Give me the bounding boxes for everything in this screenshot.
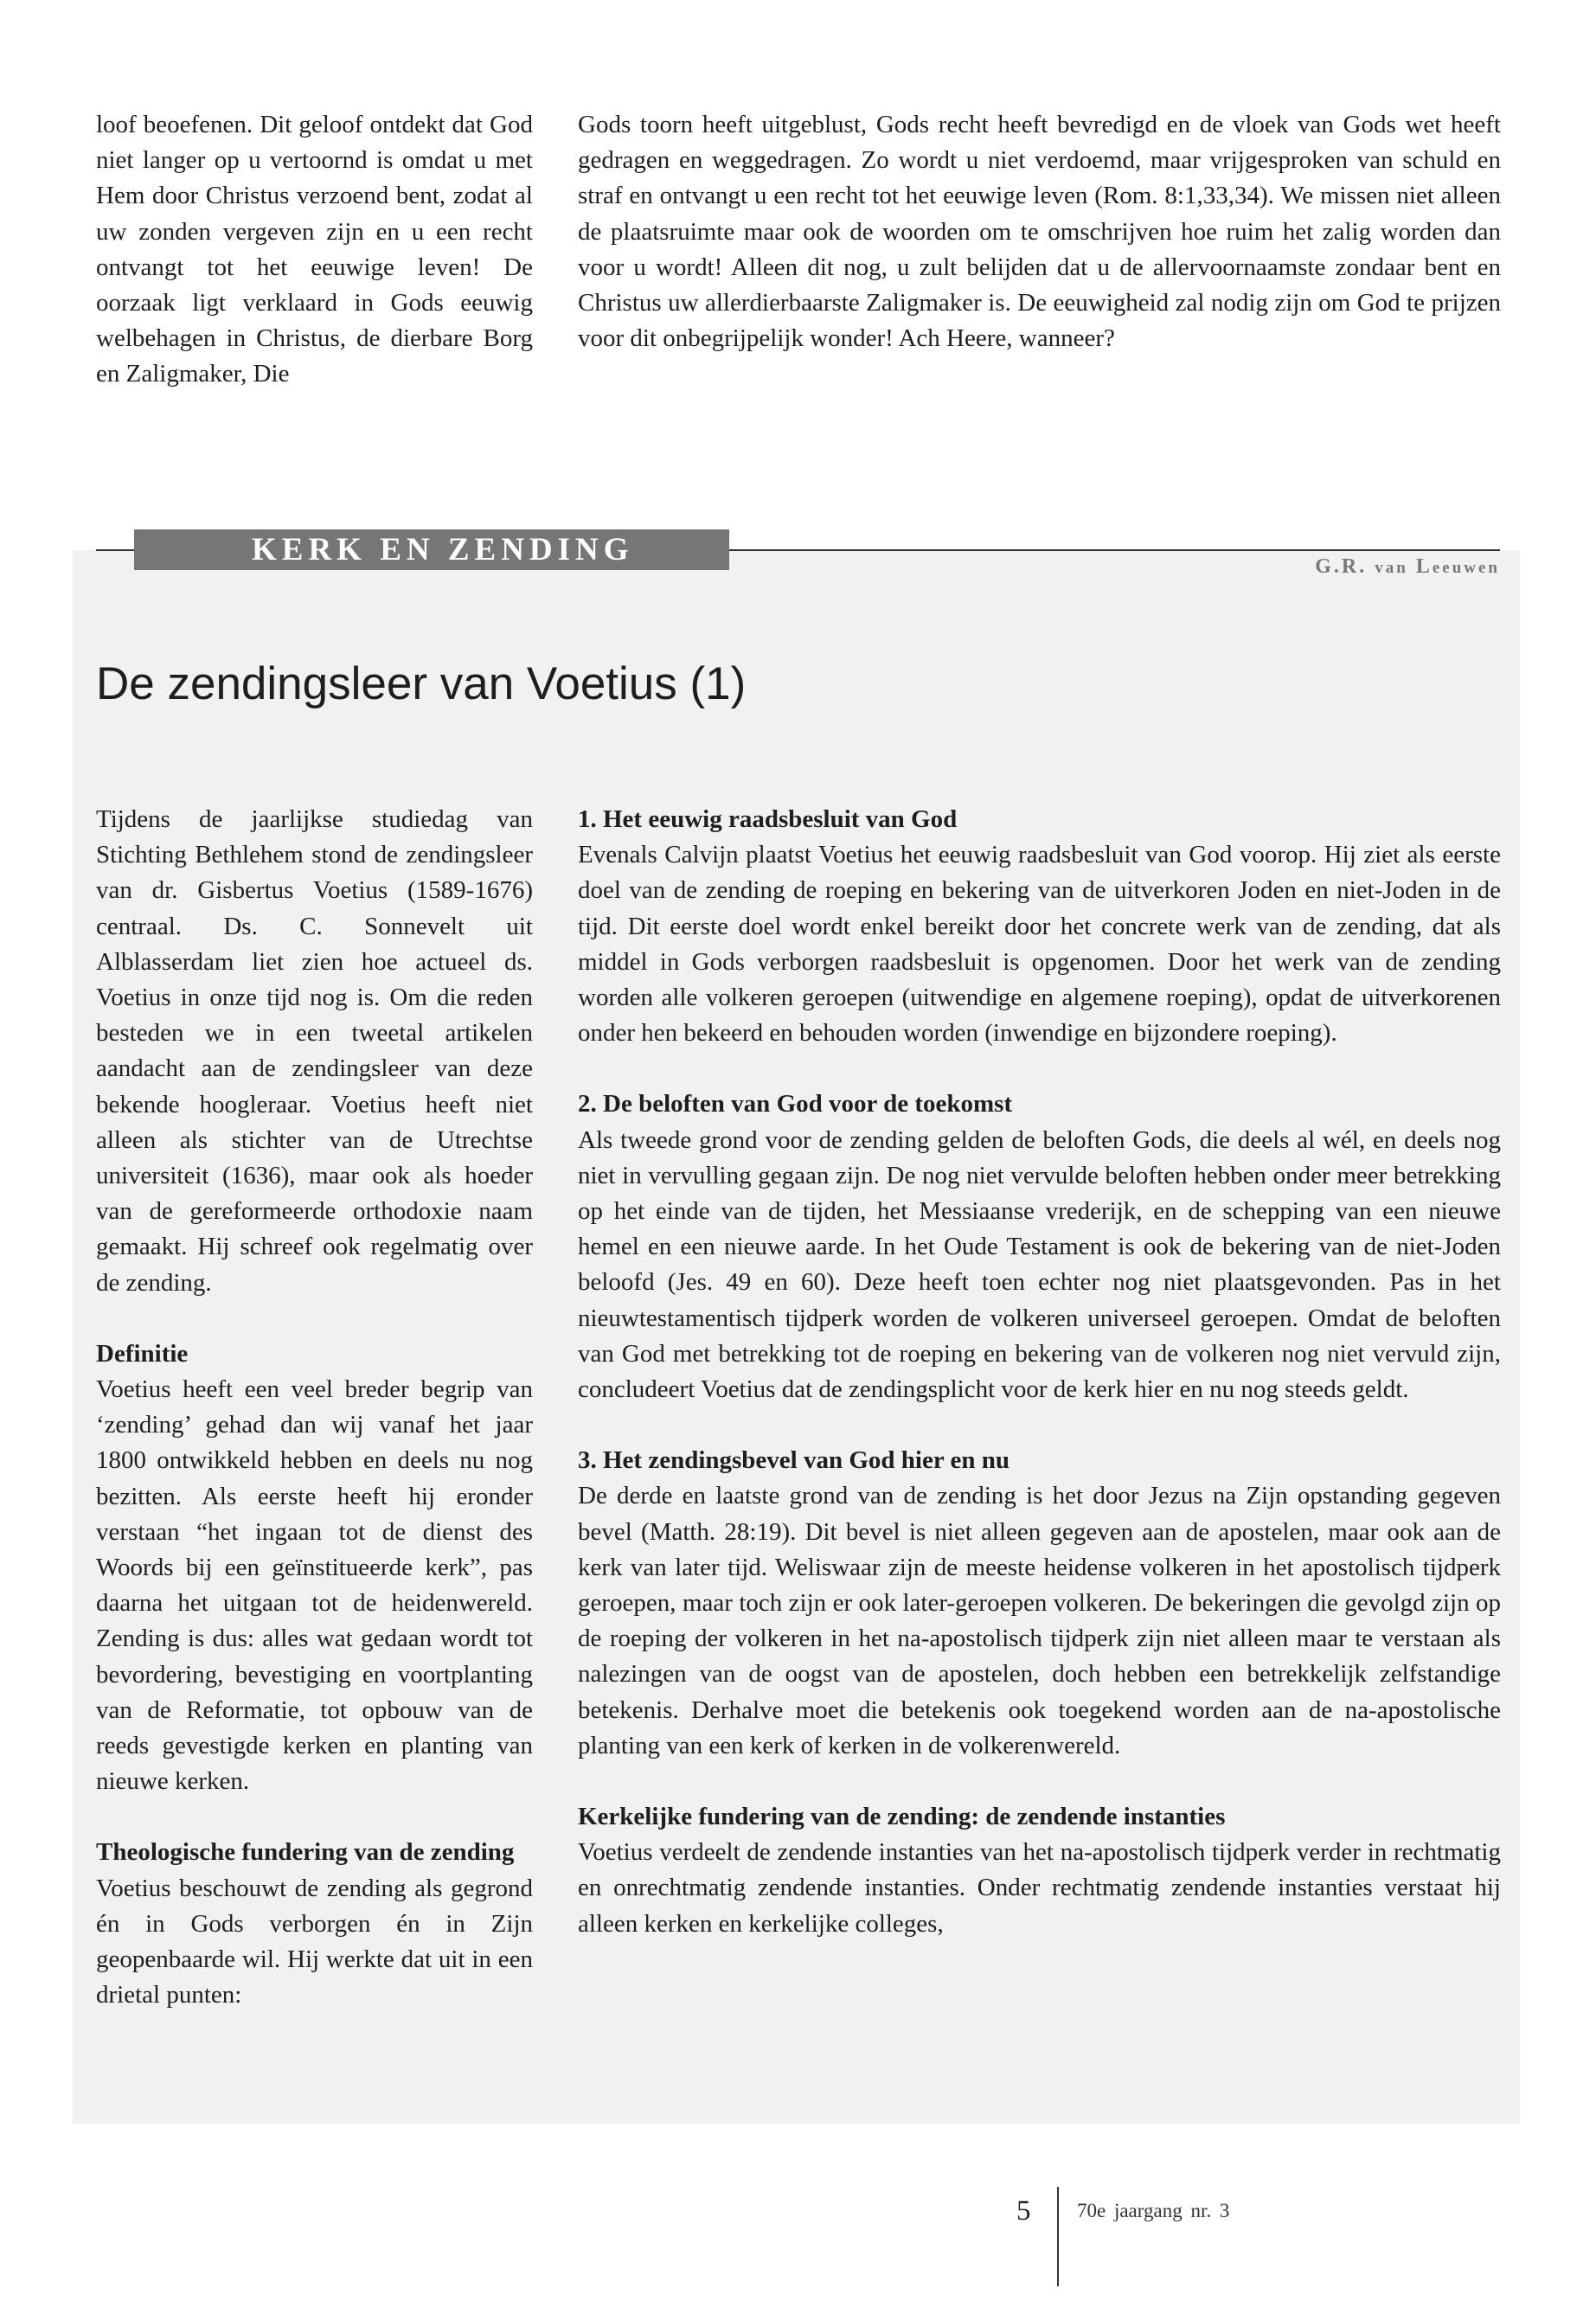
- article-right-column: [578, 802, 1501, 1942]
- heading-definitie: Definitie: [96, 1339, 189, 1368]
- author-initials: G.R.: [1315, 555, 1368, 578]
- author-van: van: [1375, 559, 1408, 577]
- heading-beloften: 2. De beloften van God voor de toekomst: [578, 1090, 1013, 1118]
- kerkelijke-fundering-paragraph: Voetius verdeelt de zendende instanties van het na-apostolisch tijdperk verder in rechtmatig en onrechtmatig zendende instanties. Onder rechtmatig zendende instanties verstaat hij alleen kerken en kerkelijke colleges,: [578, 1838, 1501, 1938]
- author-surname-initial: L: [1415, 555, 1433, 578]
- section-label: KERK EN ZENDING: [134, 529, 729, 570]
- continued-text-right-column: [578, 107, 1501, 356]
- article-left-column: [96, 802, 533, 2014]
- raadsbesluit-paragraph: Evenals Calvijn plaatst Voetius het eeuwig raadsbesluit van God voorop. Hij ziet als eerste doel van de zending de roeping en bekering van de uitverkoren Joden en niet-Joden in de tijd. Dit eerste doel wordt enkel bereikt door het concrete werk van de zending, dat als middel in Gods verborgen raadsbesluit is opgenomen. Door het werk van de zending worden alle volkeren geroepen (uitwendige en algemene roeping), opdat de uitverkorenen onder hen bekeerd en behouden worden (inwendige en bijzondere roeping).: [578, 841, 1501, 1048]
- heading-theologische-fundering: Theologische fundering van de zending: [96, 1838, 515, 1867]
- issue-label: 70e jaargang nr. 3: [1077, 2200, 1230, 2221]
- heading-kerkelijke-fundering: Kerkelijke fundering van de zending: de zendende instanties: [578, 1803, 1226, 1831]
- beloften-paragraph: Als tweede grond voor de zending gelden de beloften Gods, die deels al wél, en deels nog niet in vervulling gegaan zijn. De nog niet vervulde beloften hebben onder meer betrekking op het einde van de tijden, het Messiaanse vrederijk, en de schepping van een nieuwe hemel en een nieuwe aarde. In het Oude Testament is ook de bekering van de niet-Joden beloofd (Jes. 49 en 60). Deze heeft toen echter nog niet plaatsgevonden. Pas in het nieuwtestamentisch tijdperk worden de volkeren universeel geroepen. Omdat de beloften van God met betrekking tot de roeping en bekering van de volkeren nog niet vervuld zijn, concludeert Voetius dat de zendingsplicht voor de kerk hier en nu nog steeds geldt.: [578, 1125, 1501, 1404]
- theologische-fundering-paragraph: Voetius beschouwt de zending als gegrond én in Gods verborgen én in Zijn geopenbaarde wil. Hij werkte dat uit in een drietal punten:: [96, 1874, 533, 2009]
- author-surname-rest: eeuwen: [1432, 559, 1500, 577]
- continued-paragraph-right: Gods toorn heeft uitgeblust, Gods recht heeft bevredigd en de vloek van Gods wet heeft gedragen en weggedragen. Zo wordt u niet verdoemd, maar vrijgesproken van schuld en straf en ontvangt u een recht tot het eeuwige leven (Rom. 8:1,33,34). We missen niet alleen de plaatsruimte maar ook de woorden om te omschrijven hoe ruim het zalig worden dan voor u wordt! Alleen dit nog, u zult belijden dat u de allervoornaamste zondaar bent en Christus uw allerdierbaarste Zaligmaker is. De eeuwigheid zal nodig zijn om God te prijzen voor dit onbegrijpelijk wonder! Ach Heere, wanneer?: [578, 111, 1501, 353]
- zendingsbevel-paragraph: De derde en laatste grond van de zending is het door Jezus na Zijn opstanding gegeven bevel (Matth. 28:19). Dit bevel is niet alleen gegeven aan de apostelen, maar ook aan de kerk van later tijd. Weliswaar zijn de meeste heidense volkeren in het apostolisch tijdperk geroepen, maar toch zijn er ook later-geroepen volkeren. De bekeringen die gevolgd zijn op de roeping der volkeren in het na-apostolisch tijdperk zijn niet alleen maar te verstaan als nalezingen van de oogst van de apostelen, doch hebben een betrekkelijk zelfstandige betekenis. Derhalve moet die betekenis ook toegekend worden aan de na-apostolische planting van een kerk of kerken in de volkerenwereld.: [578, 1482, 1501, 1759]
- heading-zendingsbevel: 3. Het zendingsbevel van God hier en nu: [578, 1446, 1010, 1475]
- article-title: De zendingsleer van Voetius (1): [96, 658, 747, 709]
- heading-raadsbesluit: 1. Het eeuwig raadsbesluit van God: [578, 805, 958, 833]
- continued-paragraph-left: loof beoefenen. Dit geloof ontdekt dat God niet langer op u vertoornd is omdat u met Hem door Christus verzoend bent, zodat al uw zonden vergeven zijn en u een recht ontvangt tot het eeuwige leven! De oorzaak ligt verklaard in Gods eeuwig welbehagen in Christus, de dierbare Borg en Zaligmaker, Die: [96, 111, 533, 388]
- continued-text-left-column: [96, 107, 533, 393]
- page-number: 5: [1016, 2195, 1031, 2227]
- article-author: [1315, 555, 1500, 579]
- intro-paragraph: Tijdens de jaarlijkse studiedag van Stichting Bethlehem stond de zendingsleer van dr. Gisbertus Voetius (1589-1676) centraal. Ds. C. Sonnevelt uit Alblasserdam liet zien hoe actueel ds. Voetius in onze tijd nog is. Om die reden besteden we in een tweetal artikelen aandacht aan de zendingsleer van deze bekende hoogleraar. Voetius heeft niet alleen als stichter van de Utrechtse universiteit (1636), maar ook als hoeder van de gereformeerde orthodoxie naam gemaakt. Hij schreef ook regelmatig over de zending.: [96, 805, 533, 1297]
- footer-divider: [1057, 2187, 1059, 2286]
- definitie-paragraph: Voetius heeft een veel breder begrip van ‘zending’ gehad dan wij vanaf het jaar 1800 ontwikkeld hebben en deels nu nog bezitten. Als eerste heeft hij eronder verstaan “het ingaan tot de dienst des Woords bij een geïnstitueerde kerk”, pas daarna het uitgaan tot de heidenwereld. Zending is dus: alles wat gedaan wordt tot bevordering, bevestiging en voortplanting van de Reformatie, tot opbouw van de reeds gevestigde kerken en planting van nieuwe kerken.: [96, 1375, 533, 1796]
